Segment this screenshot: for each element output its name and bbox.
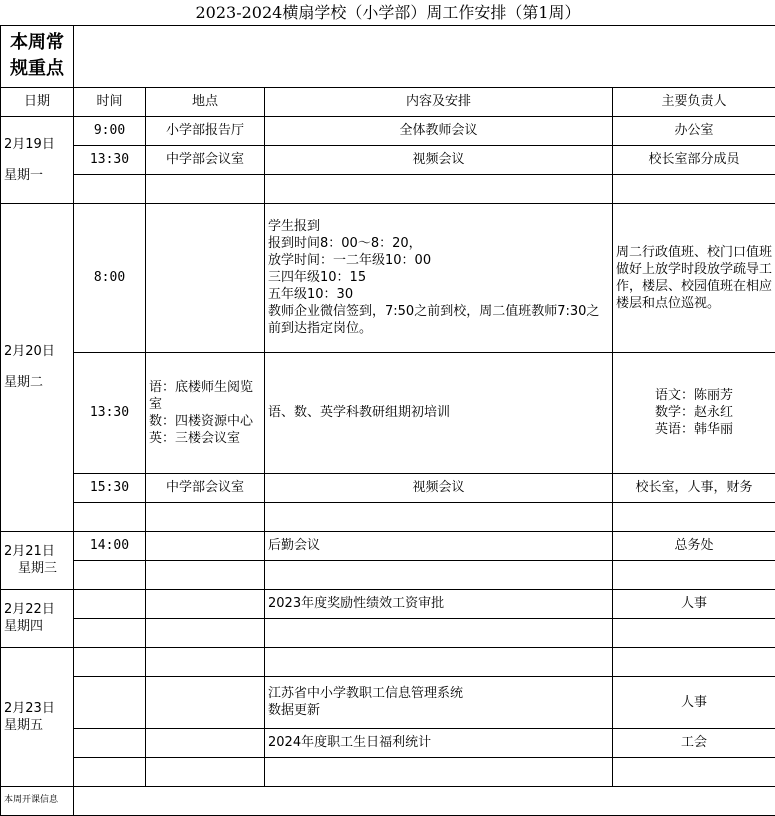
schedule-row bbox=[1, 589, 775, 618]
date-label: 2月20日 bbox=[4, 344, 55, 359]
weekday-label: 星期五 bbox=[4, 717, 44, 733]
location-cell[interactable] bbox=[146, 728, 265, 757]
time-cell[interactable] bbox=[74, 174, 146, 203]
time-cell[interactable] bbox=[74, 728, 146, 757]
header-time: 时间 bbox=[74, 87, 146, 116]
schedule-row bbox=[1, 116, 775, 145]
course-info-value[interactable] bbox=[74, 786, 775, 815]
location-cell: 中学部会议室 bbox=[146, 473, 265, 502]
date-cell bbox=[1, 589, 74, 647]
location-cell[interactable] bbox=[146, 560, 265, 589]
owner-cell: 工会 bbox=[613, 728, 775, 757]
schedule-row bbox=[1, 647, 775, 676]
owner-cell: 语文：陈丽芳 数学：赵永红 英语：韩华丽 bbox=[613, 352, 775, 473]
content-cell[interactable] bbox=[265, 174, 613, 203]
owner-cell[interactable] bbox=[613, 560, 775, 589]
date-cell bbox=[1, 647, 74, 786]
time-cell[interactable] bbox=[74, 676, 146, 728]
header-row bbox=[1, 87, 775, 116]
owner-cell[interactable] bbox=[613, 757, 775, 786]
owner-cell[interactable] bbox=[613, 174, 775, 203]
schedule-row bbox=[1, 174, 775, 203]
location-cell[interactable] bbox=[146, 618, 265, 647]
time-cell[interactable] bbox=[74, 560, 146, 589]
schedule-row bbox=[1, 502, 775, 531]
time-cell: 15:30 bbox=[74, 473, 146, 502]
content-cell: 后勤会议 bbox=[265, 531, 613, 560]
date-label: 2月22日 bbox=[4, 602, 55, 617]
weekly-key-value[interactable] bbox=[74, 25, 775, 87]
schedule-row bbox=[1, 728, 775, 757]
time-cell: 13:30 bbox=[74, 352, 146, 473]
content-cell: 视频会议 bbox=[265, 473, 613, 502]
schedule-row bbox=[1, 352, 775, 473]
owner-cell: 人事 bbox=[613, 589, 775, 618]
date-label: 2月23日 bbox=[4, 700, 55, 716]
location-cell[interactable] bbox=[146, 757, 265, 786]
location-cell[interactable] bbox=[146, 647, 265, 676]
location-cell[interactable] bbox=[146, 502, 265, 531]
time-cell[interactable] bbox=[74, 502, 146, 531]
schedule-row bbox=[1, 676, 775, 728]
document-title: 2023-2024横扇学校（小学部）周工作安排（第1周） bbox=[1, 0, 775, 25]
owner-cell[interactable] bbox=[613, 647, 775, 676]
location-cell[interactable] bbox=[146, 203, 265, 352]
content-cell: 全体教师会议 bbox=[265, 116, 613, 145]
content-cell: 语、数、英学科教研组期初培训 bbox=[265, 352, 613, 473]
content-cell: 视频会议 bbox=[265, 145, 613, 174]
content-cell: 江苏省中小学教职工信息管理系统 数据更新 bbox=[265, 676, 613, 728]
header-location: 地点 bbox=[146, 87, 265, 116]
owner-cell: 校长室，人事，财务 bbox=[613, 473, 775, 502]
header-owner: 主要负责人 bbox=[613, 87, 775, 116]
schedule-row bbox=[1, 757, 775, 786]
location-cell[interactable] bbox=[146, 174, 265, 203]
weekly-key-label: 本周常规重点 bbox=[1, 25, 74, 87]
owner-cell: 总务处 bbox=[613, 531, 775, 560]
owner-cell: 办公室 bbox=[613, 116, 775, 145]
weekday-label: 星期一 bbox=[4, 167, 44, 183]
date-cell bbox=[1, 203, 74, 531]
content-cell[interactable] bbox=[265, 560, 613, 589]
content-cell[interactable] bbox=[265, 757, 613, 786]
time-cell[interactable] bbox=[74, 618, 146, 647]
location-cell[interactable] bbox=[146, 589, 265, 618]
content-cell[interactable] bbox=[265, 618, 613, 647]
owner-cell[interactable] bbox=[613, 618, 775, 647]
schedule-row bbox=[1, 203, 775, 352]
time-cell[interactable] bbox=[74, 757, 146, 786]
owner-cell: 校长室部分成员 bbox=[613, 145, 775, 174]
content-cell: 2024年度职工生日福利统计 bbox=[265, 728, 613, 757]
header-content: 内容及安排 bbox=[265, 87, 613, 116]
date-cell bbox=[1, 531, 74, 589]
date-label: 2月21日 bbox=[4, 544, 55, 559]
time-cell: 13:30 bbox=[74, 145, 146, 174]
header-date: 日期 bbox=[1, 87, 74, 116]
location-cell[interactable] bbox=[146, 676, 265, 728]
schedule-row bbox=[1, 473, 775, 502]
date-label: 2月19日 bbox=[4, 136, 55, 152]
time-cell[interactable] bbox=[74, 647, 146, 676]
weekday-label: 星期四 bbox=[4, 619, 44, 634]
content-cell[interactable] bbox=[265, 502, 613, 531]
date-cell bbox=[1, 116, 74, 203]
schedule-row bbox=[1, 531, 775, 560]
content-cell: 学生报到 报到时间8：00～8：20， 放学时间：一二年级10：00 三四年级10：15 五年级10：30 教师企业微信签到，7:50之前到校，周二值班教师7:30之前到达指定岗位。 bbox=[265, 203, 613, 352]
owner-cell: 人事 bbox=[613, 676, 775, 728]
schedule-row bbox=[1, 618, 775, 647]
time-cell[interactable] bbox=[74, 589, 146, 618]
content-cell: 2023年度奖励性绩效工资审批 bbox=[265, 589, 613, 618]
weekday-label: 星期二 bbox=[4, 375, 44, 390]
owner-cell: 周二行政值班、校门口值班做好上放学时段放学疏导工作，楼层、校园值班在相应楼层和点位巡视。 bbox=[613, 203, 775, 352]
time-cell: 9:00 bbox=[74, 116, 146, 145]
location-cell: 小学部报告厅 bbox=[146, 116, 265, 145]
schedule-row bbox=[1, 145, 775, 174]
time-cell: 14:00 bbox=[74, 531, 146, 560]
content-cell[interactable] bbox=[265, 647, 613, 676]
location-cell[interactable] bbox=[146, 531, 265, 560]
schedule-row bbox=[1, 560, 775, 589]
location-cell: 中学部会议室 bbox=[146, 145, 265, 174]
time-cell: 8:00 bbox=[74, 203, 146, 352]
weekday-label: 星期三 bbox=[18, 561, 58, 576]
owner-cell[interactable] bbox=[613, 502, 775, 531]
course-info-label: 本周开课信息 bbox=[1, 786, 74, 815]
location-cell: 语：底楼师生阅览室 数：四楼资源中心 英：三楼会议室 bbox=[146, 352, 265, 473]
